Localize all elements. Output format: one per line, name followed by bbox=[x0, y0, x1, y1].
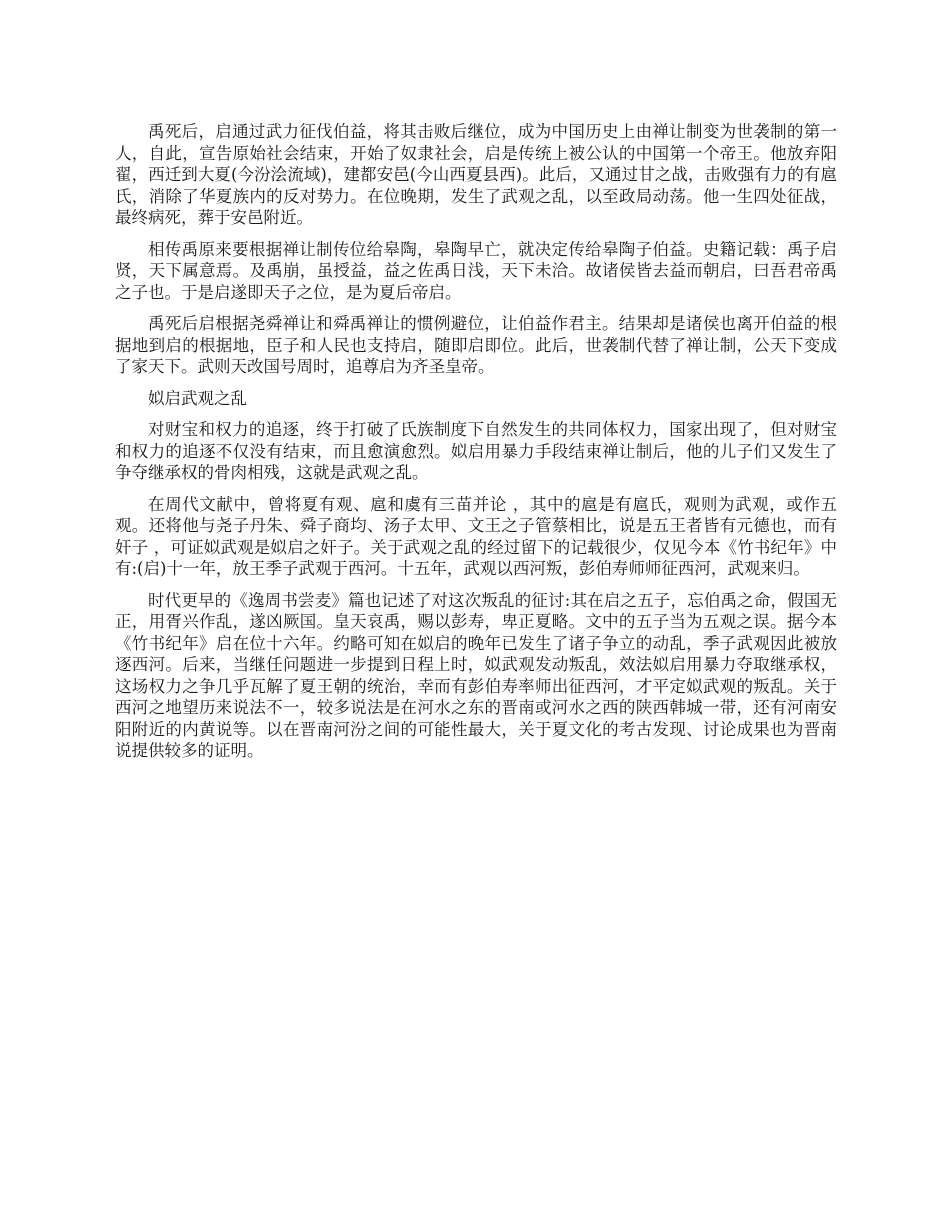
paragraph: 禹死后，启通过武力征伐伯益，将其击败后继位，成为中国历史上由禅让制变为世袭制的第一人，自此，宣告原始社会结束，开始了奴隶社会，启是传统上被公认的中国第一个帝王。他放弃阳翟，西迁到大夏(今汾浍流域)，建都安邑(今山西夏县西)。此后，又通过甘之战，击败强有力的有扈氏，消除了华夏族内的反对势力。在位晚期，发生了武观之乱，以至政局动荡。他一生四处征战，最终病死，葬于安邑附近。 bbox=[115, 122, 837, 227]
document-body bbox=[115, 121, 837, 772]
paragraph: 时代更早的《逸周书尝麦》篇也记述了对这次叛乱的征讨:其在启之五子，忘伯禹之命，假国无正，用胥兴作乱，遂凶厥国。皇天哀禹，赐以彭寿，卑正夏略。文中的五子当为五观之误。据今本《竹书纪年》启在位十六年。约略可知在姒启的晚年已发生了诸子争立的动乱，季子武观因此被放逐西河。后来，当继任问题进一步提到日程上时，姒武观发动叛乱，效法姒启用暴力夺取继承权，这场权力之争几乎瓦解了夏王朝的统治，幸而有彭伯寿率师出征西河，才平定姒武观的叛乱。关于西河之地望历来说法不一，较多说法是在河水之东的晋南或河水之西的陕西韩城一带，还有河南安阳附近的内黄说等。以在晋南河汾之间的可能性最大，关于夏文化的考古发现、讨论成果也为晋南说提供较多的证明。 bbox=[115, 590, 837, 760]
paragraph: 对财宝和权力的追逐，终于打破了氏族制度下自然发生的共同体权力，国家出现了，但对财宝和权力的追逐不仅没有结束，而且愈演愈烈。姒启用暴力手段结束禅让制后，他的儿子们又发生了争夺继承权的骨肉相残，这就是武观之乱。 bbox=[115, 420, 837, 482]
paragraph: 相传禹原来要根据禅让制传位给皋陶，皋陶早亡，就决定传给皋陶子伯益。史籍记载：禹子启贤，天下属意焉。及禹崩，虽授益，益之佐禹日浅，天下未洽。故诸侯皆去益而朝启，曰吾君帝禹之子也。于是启遂即天子之位，是为夏后帝启。 bbox=[115, 239, 837, 302]
paragraph: 在周代文献中，曾将夏有观、扈和虞有三苗并论 ，其中的扈是有扈氏，观则为武观，或作五观。还将他与尧子丹朱、舜子商均、汤子太甲、文王之子管蔡相比，说是五王者皆有元德也，而有奸子 ，可证姒武观是姒启之奸子。关于武观之乱的经过留下的记载很少，仅见今本《竹书纪年》中有:(启)十一年，放王季子武观于西河。十五年，武观以西河叛，彭伯寿师师征西河，武观来归。 bbox=[115, 494, 837, 578]
paragraph: 禹死后启根据尧舜禅让和舜禹禅让的惯例避位，让伯益作君主。结果却是诸侯也离开伯益的根据地到启的根据地，臣子和人民也支持启，随即启即位。此后，世袭制代替了禅让制，公天下变成了家天下。武则天改国号周时，追尊启为齐圣皇帝。 bbox=[115, 314, 837, 376]
section-heading: 姒启武观之乱 bbox=[148, 388, 247, 408]
